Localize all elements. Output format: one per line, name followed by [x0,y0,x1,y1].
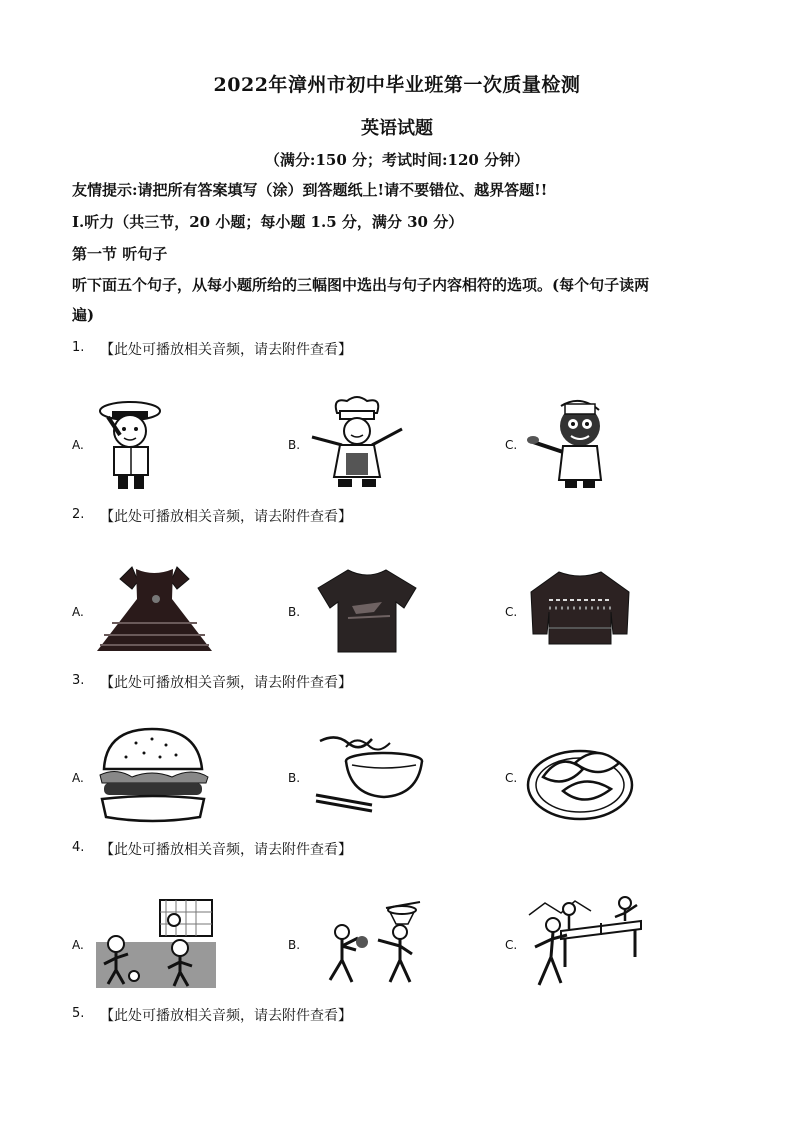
option-label: C. [505,605,518,619]
hamburger-icon[interactable] [96,725,211,825]
part-title: 第一节 听句子 [72,245,168,263]
t-shirt-icon[interactable] [312,566,422,656]
option-label: B. [288,438,301,452]
question-number: 4. [72,840,85,855]
option-label: A. [72,938,84,952]
question-number: 2. [72,507,85,522]
basketball-icon[interactable] [312,898,427,990]
sweater-icon[interactable] [525,568,635,648]
audio-prompt[interactable]: 【此处可播放相关音频，请去附件查看】 [100,509,352,525]
ping-pong-icon[interactable] [525,895,645,995]
soccer-icon[interactable] [96,898,216,988]
chef-icon[interactable] [302,393,412,493]
question-number: 5. [72,1006,85,1021]
option-label: C. [505,771,518,785]
option-label: C. [505,438,518,452]
option-label: A. [72,771,84,785]
question-number: 3. [72,673,85,688]
audio-prompt[interactable]: 【此处可播放相关音频，请去附件查看】 [100,342,352,358]
police-officer-icon[interactable] [92,393,182,493]
option-label: C. [505,938,518,952]
instruction-line-1: 听下面五个句子，从每小题所给的三幅图中选出与句子内容相符的选项。(每个句子读两 [72,276,650,294]
notice: 友情提示:请把所有答案填写（涂）到答题纸上!请不要错位、越界答题!! [72,181,548,199]
question-number: 1. [72,340,85,355]
dress-icon[interactable] [92,563,217,658]
noodles-icon[interactable] [312,733,427,813]
audio-prompt[interactable]: 【此处可播放相关音频，请去附件查看】 [100,1008,352,1024]
exam-subject: 英语试题 [361,118,433,139]
doctor-icon[interactable] [525,396,620,491]
option-label: B. [288,605,301,619]
section-title: I.听力（共三节，20 小题；每小题 1.5 分，满分 30 分） [72,213,464,231]
option-label: A. [72,438,84,452]
audio-prompt[interactable]: 【此处可播放相关音频，请去附件查看】 [100,675,352,691]
option-label: B. [288,938,301,952]
instruction-line-2: 遍) [72,306,95,324]
dumplings-icon[interactable] [525,733,635,823]
option-label: B. [288,771,301,785]
option-label: A. [72,605,84,619]
exam-title: 2022年漳州市初中毕业班第一次质量检测 [213,74,581,96]
audio-prompt[interactable]: 【此处可播放相关音频，请去附件查看】 [100,842,352,858]
score-info: （满分:150 分；考试时间:120 分钟） [264,151,530,169]
